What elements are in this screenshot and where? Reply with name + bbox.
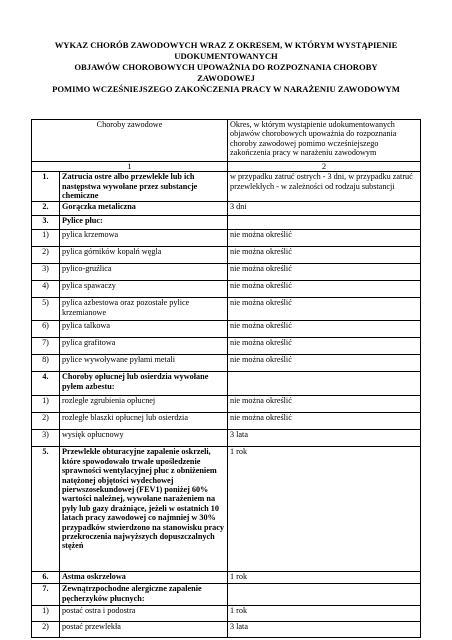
- disease-cell: Gorączka metaliczna: [60, 202, 228, 216]
- row-number: 1): [32, 606, 60, 622]
- row-number: 3): [32, 264, 60, 281]
- row-number: 5): [32, 298, 60, 321]
- disease-cell: pylico-gruźlica: [60, 264, 228, 281]
- table-row: [32, 584, 421, 606]
- disease-cell: pylice wywoływane pyłami metali: [60, 355, 228, 372]
- table-row: [32, 622, 421, 638]
- period-cell: [228, 372, 421, 396]
- col2-index: 2: [228, 162, 421, 172]
- period-cell: 1 rok: [228, 447, 421, 572]
- row-number: 5.: [32, 447, 60, 572]
- row-number: 2): [32, 247, 60, 264]
- col1-index: 1: [32, 162, 228, 172]
- disease-cell: Astma oskrzelowa: [60, 572, 228, 584]
- table-row: [32, 172, 421, 202]
- period-cell: nie można określić: [228, 298, 421, 321]
- table-index-row: [32, 162, 421, 172]
- disease-cell: pylica talkowa: [60, 321, 228, 338]
- disease-cell: rozległe zgrubienia opłucnej: [60, 396, 228, 413]
- period-cell: 3 dni: [228, 202, 421, 216]
- table-row: [32, 230, 421, 247]
- title-line-2: UDOKUMENTOWANYCH: [174, 51, 278, 61]
- table-row: [32, 413, 421, 430]
- period-cell: 3 lata: [228, 622, 421, 638]
- title-line-4: ZAWODOWEJ: [197, 73, 255, 83]
- table-row: [32, 247, 421, 264]
- disease-cell: wysięk opłucnowy: [60, 430, 228, 447]
- period-cell: nie można określić: [228, 413, 421, 430]
- table-row: [32, 447, 421, 572]
- disease-cell: pylica azbestowa oraz pozostałe pylice krzemianowe: [60, 298, 228, 321]
- table-row: [32, 355, 421, 372]
- disease-cell: Zatrucia ostre albo przewlekłe lub ich następstwa wywołane przez substancje chemiczne: [60, 172, 228, 202]
- table-row: [32, 216, 421, 230]
- table-row: [32, 321, 421, 338]
- disease-cell: pylica krzemowa: [60, 230, 228, 247]
- disease-cell: rozległe blaszki opłucnej lub osierdzia: [60, 413, 228, 430]
- table-row: [32, 298, 421, 321]
- row-number: 7): [32, 338, 60, 355]
- table-row: [32, 372, 421, 396]
- table-row: [32, 396, 421, 413]
- period-cell: 1 rok: [228, 572, 421, 584]
- period-cell: [228, 584, 421, 606]
- col2-header: Okres, w którym wystąpienie udokumentowanych objawów chorobowych upoważnia do rozpoznania choroby zawodowej pomimo wcześniejszego zakończenia pracy w narażeniu zawodowym: [228, 120, 421, 162]
- table-row: [32, 338, 421, 355]
- table-row: [32, 606, 421, 622]
- table-header-row: [32, 120, 421, 162]
- disease-cell: Przewlekłe obturacyjne zapalenie oskrzeli, które spowodowało trwałe upośledzenie sprawności wentylacyjnej płuc z obniżeniem natężonej objętości wydechowej pierwszosekundowej (FEV1) poniżej 60% wartości należnej, wywołane narażeniem na pyły lub gazy drażniące, jeżeli w ostatnich 10 latach pracy zawodowej co najmniej w 30% przypadków stwierdzono na stanowisku pracy przekroczenia najwyższych dopuszczalnych stężeń: [60, 447, 228, 572]
- table-row: [32, 264, 421, 281]
- period-cell: w przypadku zatruć ostrych - 3 dni, w przypadku zatruć przewlekłych - w zależności od rodzaju substancji: [228, 172, 421, 202]
- disease-cell: pylica górników kopalń węgla: [60, 247, 228, 264]
- disease-cell: Zewnątrzpochodne alergiczne zapalenie pęcherzyków płucnych:: [60, 584, 228, 606]
- period-cell: nie można określić: [228, 247, 421, 264]
- row-number: 1): [32, 230, 60, 247]
- period-cell: nie można określić: [228, 355, 421, 372]
- title-line-3: OBJAWÓW CHOROBOWYCH UPOWAŻNIA DO ROZPOZNANIA CHOROBY: [74, 62, 378, 72]
- period-cell: nie można określić: [228, 338, 421, 355]
- row-number: 2): [32, 622, 60, 638]
- period-cell: [228, 216, 421, 230]
- document-title: [30, 40, 422, 95]
- title-line-5: POMIMO WCZEŚNIEJSZEGO ZAKOŃCZENIA PRACY W NARAŻENIU ZAWODOWYM: [52, 84, 400, 94]
- row-number: 2.: [32, 202, 60, 216]
- row-number: 3): [32, 430, 60, 447]
- disease-cell: pylica spawaczy: [60, 281, 228, 298]
- disease-cell: Choroby opłucnej lub osierdzia wywołane pyłem azbestu:: [60, 372, 228, 396]
- row-number: 4): [32, 281, 60, 298]
- table-row: [32, 430, 421, 447]
- disease-cell: postać przewlekła: [60, 622, 228, 638]
- row-number: 3.: [32, 216, 60, 230]
- row-number: 1): [32, 396, 60, 413]
- table-row: [32, 281, 421, 298]
- row-number: 2): [32, 413, 60, 430]
- period-cell: 3 lata: [228, 430, 421, 447]
- occupational-diseases-table: [31, 119, 421, 638]
- disease-cell: postać ostra i podostra: [60, 606, 228, 622]
- table-row: [32, 572, 421, 584]
- disease-cell: Pylice płuc:: [60, 216, 228, 230]
- col1-header: Choroby zawodowe: [32, 120, 228, 162]
- row-number: 7.: [32, 584, 60, 606]
- row-number: 6.: [32, 572, 60, 584]
- period-cell: nie można określić: [228, 230, 421, 247]
- row-number: 6): [32, 321, 60, 338]
- period-cell: nie można określić: [228, 321, 421, 338]
- row-number: 8): [32, 355, 60, 372]
- period-cell: 1 rok: [228, 606, 421, 622]
- period-cell: nie można określić: [228, 281, 421, 298]
- row-number: 1.: [32, 172, 60, 202]
- disease-cell: pylica grafitowa: [60, 338, 228, 355]
- period-cell: nie można określić: [228, 264, 421, 281]
- table-row: [32, 202, 421, 216]
- title-line-1: WYKAZ CHORÓB ZAWODOWYCH WRAZ Z OKRESEM, W KTÓRYM WYSTĄPIENIE: [54, 40, 398, 50]
- period-cell: nie można określić: [228, 396, 421, 413]
- row-number: 4.: [32, 372, 60, 396]
